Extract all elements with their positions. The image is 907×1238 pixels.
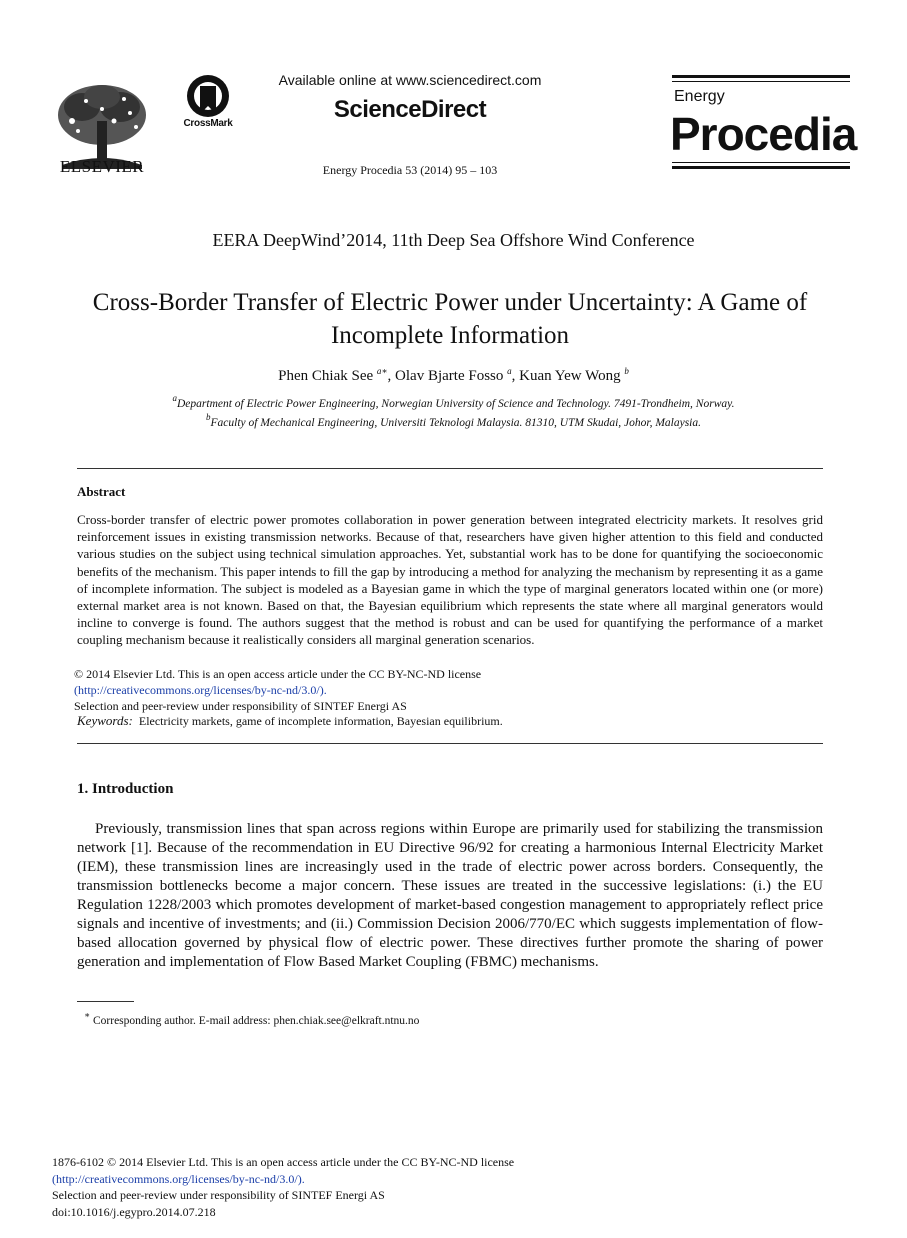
- affiliation-mark: a: [172, 393, 177, 403]
- affiliation-text: Department of Electric Power Engineering, Norwegian University of Science and Technology. 7491-Trondheim, Norway.: [177, 398, 735, 410]
- paper-title: Cross-Border Transfer of Electric Power under Uncertainty: A Game of Incomplete Information: [92, 289, 808, 349]
- crossmark-label: CrossMark: [183, 118, 233, 129]
- license-link-wrapper: [74, 683, 327, 698]
- author-list: [0, 366, 907, 385]
- footnote-mark: ∗: [84, 1010, 91, 1020]
- author-name: , Kuan Yew Wong: [511, 368, 625, 384]
- journal-logo-procedia: Procedia: [670, 108, 857, 160]
- page-footer: [52, 1154, 514, 1220]
- affiliation-a: [0, 393, 907, 410]
- journal-reference: Energy Procedia 53 (2014) 95 – 103: [322, 163, 498, 177]
- journal-logo-bars-bottom: [672, 162, 850, 172]
- footer-peer-review: Selection and peer-review under responsibility of SINTEF Energi AS: [52, 1188, 385, 1202]
- affiliation-text: Faculty of Mechanical Engineering, Universiti Teknologi Malaysia. 81310, UTM Skudai, Johor, Malaysia.: [210, 417, 701, 429]
- license-statement: © 2014 Elsevier Ltd. This is an open access article under the CC BY-NC-ND license: [74, 667, 482, 681]
- footer-license: 1876-6102 © 2014 Elsevier Ltd. This is an open access article under the CC BY-NC-ND license: [52, 1155, 515, 1169]
- author-name: , Olav Bjarte Fosso: [387, 368, 508, 384]
- publisher-name: ELSEVIER: [59, 157, 145, 176]
- introduction-paragraph: Previously, transmission lines that span across regions within Europe are primarily used for stabilizing the transmission network [1]. Because of the recommendation in EU Directive 96/92 for creating a harmonious Internal Electricity Market (IEM), these transmission lines are increasingly used in the trade of electric power across borders. Consequently, the transmission bottlenecks become a major concern. These issues are treated in the successive legislations: (i.) the EU Regulation 1228/2003 which promotes development of market-based congestion management to appropriately reflect price signals and incentive of investments; and (ii.) Commission Decision 2006/770/EC which suggests implementation of flow-based allocation governed by physical flow of electric power. These directives further promote the sharing of power generation and implementation of Flow Based Market Coupling (FBMC) mechanisms.: [77, 821, 823, 970]
- footnote-text: Corresponding author. E-mail address: phen.chiak.see@elkraft.ntnu.no: [93, 1015, 420, 1027]
- conference-name: EERA DeepWind’2014, 11th Deep Sea Offshore Wind Conference: [212, 230, 695, 250]
- footer-doi[interactable]: doi:10.1016/j.egypro.2014.07.218: [52, 1204, 216, 1219]
- footnote-rule: [77, 1001, 134, 1002]
- affiliation-mark: b: [206, 412, 211, 422]
- section-heading-introduction: 1. Introduction: [77, 781, 174, 797]
- peer-review-statement: Selection and peer-review under responsibility of SINTEF Energi AS: [74, 699, 407, 713]
- affiliation-b: [0, 412, 907, 429]
- author-name: Phen Chiak See: [278, 368, 377, 384]
- sciencedirect-logo: ScienceDirect: [333, 96, 487, 123]
- available-online-text: Available online at www.sciencedirect.com: [278, 72, 542, 88]
- divider: [77, 468, 823, 469]
- footer-license-link[interactable]: (http://creativecommons.org/licenses/by-nc-nd/3.0/).: [52, 1171, 305, 1186]
- author-superscript: a: [507, 366, 512, 376]
- footnote: [84, 1010, 419, 1027]
- author-superscript: b: [624, 366, 629, 376]
- journal-logo-energy: Energy: [674, 88, 725, 105]
- abstract-heading: Abstract: [77, 484, 126, 499]
- keywords-text: Electricity markets, game of incomplete information, Bayesian equilibrium.: [138, 714, 503, 728]
- abstract-body: Cross-border transfer of electric power promotes collaboration in power generation between integrated electricity markets. It resolves grid reinforcement issues in existing transmission networks. Because of that, researchers have given higher attention to this field and conducted various studies on the subject using technical simulation approaches. Yet, substantial work has to be done for quantifying the socioeconomic benefits of the mechanism. This paper intends to fill the gap by introducing a method for analyzing the mechanism by representing it as a game of incomplete information. The subject is modeled as a Bayesian game in which the type of marginal generators located within one (or more) external market area is not known. Based on that, the Bayesian equilibrium which represents the state where all marginal generators would incline to converge is found. The authors suggest that the method is robust and can be used for quantifying the performance of a market coupling mechanism because it realistically considers all marginal generation scenarios.: [77, 512, 823, 648]
- author-superscript: a∗: [376, 366, 388, 376]
- keywords: [77, 713, 503, 729]
- divider: [77, 743, 823, 744]
- license-link[interactable]: (http://creativecommons.org/licenses/by-nc-nd/3.0/).: [74, 683, 327, 697]
- keywords-label: Keywords:: [77, 713, 133, 728]
- journal-logo-bars-top: [672, 75, 850, 85]
